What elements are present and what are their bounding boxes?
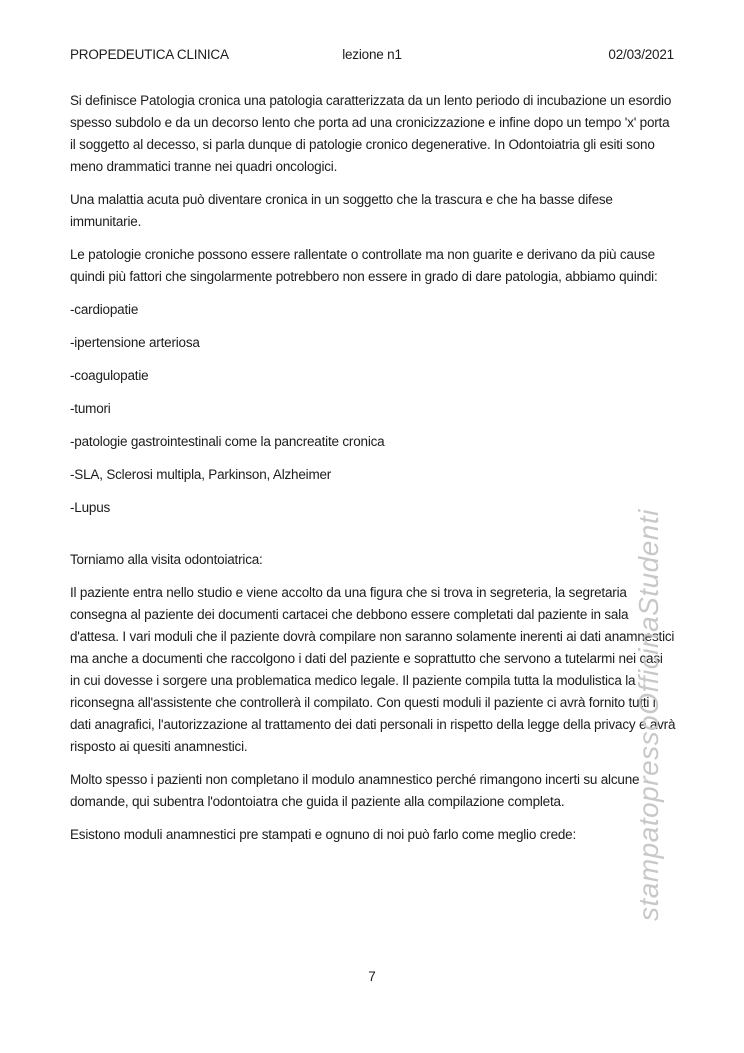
list-item-neurodegenerative: -SLA, Sclerosi multipla, Parkinson, Alzheimer — [70, 467, 332, 482]
paragraph-chronic-definition: Si definisce Patologia cronica una patologia caratterizzata da un lento periodo di incubazione un esordio spesso subdolo e da un decorso lento che porta ad una cronicizzazione e infine dopo un tempo 'x' porta il soggetto al decesso, si parla dunque di patologie cronico degenerative. In Odontoiatria gli esiti sono meno drammatici tranne nei quadri oncologici. — [70, 93, 672, 174]
paragraph-preprinted-modules: Esistono moduli anamnestici pre stampati e ognuno di noi può farlo come meglio crede: — [70, 827, 577, 842]
watermark-text: stampatopressoOfficinaStudenti — [633, 509, 664, 921]
list-item-lupus: -Lupus — [70, 500, 111, 515]
document-header — [70, 47, 674, 62]
paragraph-acute-disease: Una malattia acuta può diventare cronica in un soggetto che la trascura e che ha basse difese immunitarie. — [70, 192, 613, 229]
list-item-gastrointestinali: -patologie gastrointestinali come la pancreatite cronica — [70, 434, 385, 449]
paragraph-visit-detail: Il paziente entra nello studio e viene accolto da una figura che si trova in segreteria, la segretaria consegna al paziente dei documenti cartacei che debbono essere completati dal paziente in sala d'attesa. I vari moduli che il paziente dovrà compilare non saranno solamente inerenti ai dati anamnestici ma anche a documenti che raccolgono i dati del paziente e soprattutto che servono a tutelarmi nei casi in cui dovesse i sorgere una problematica medico legale. Il paziente compila tutta la modulistica la riconsegna all'assistente che controllerà il compilato. Con questi moduli il paziente ci avrà fornito tutti i dati anagrafici, l'autorizzazione al trattamento dei dati personali in rispetto della legge della privacy e avrà risposto ai quesiti anamnestici. — [70, 585, 676, 754]
page-number: 7 — [368, 969, 376, 984]
paragraph-chronic-causes: Le patologie croniche possono essere rallentate o controllate ma non guarite e derivano da più cause quindi più fattori che singolarmente potrebbero non essere in grado di dare patologia, abbiamo quindi: — [70, 247, 658, 284]
list-item-coagulopatie: -coagulopatie — [70, 368, 149, 383]
header-course-title: PROPEDEUTICA CLINICA — [70, 47, 229, 62]
header-date: 02/03/2021 — [608, 47, 674, 62]
list-item-cardiopatie: -cardiopatie — [70, 302, 139, 317]
list-item-tumori: -tumori — [70, 401, 111, 416]
document-body — [70, 90, 676, 857]
paragraph-visit-intro: Torniamo alla visita odontoiatrica: — [70, 552, 263, 567]
page-footer — [0, 969, 744, 984]
list-item-ipertensione: -ipertensione arteriosa — [70, 335, 200, 350]
paragraph-incomplete-forms: Molto spesso i pazienti non completano il modulo anamnestico perché rimangono incerti su alcune domande, qui subentra l'odontoiatra che guida il paziente alla compilazione completa. — [70, 772, 640, 809]
header-lesson-label: lezione n1 — [342, 47, 402, 62]
